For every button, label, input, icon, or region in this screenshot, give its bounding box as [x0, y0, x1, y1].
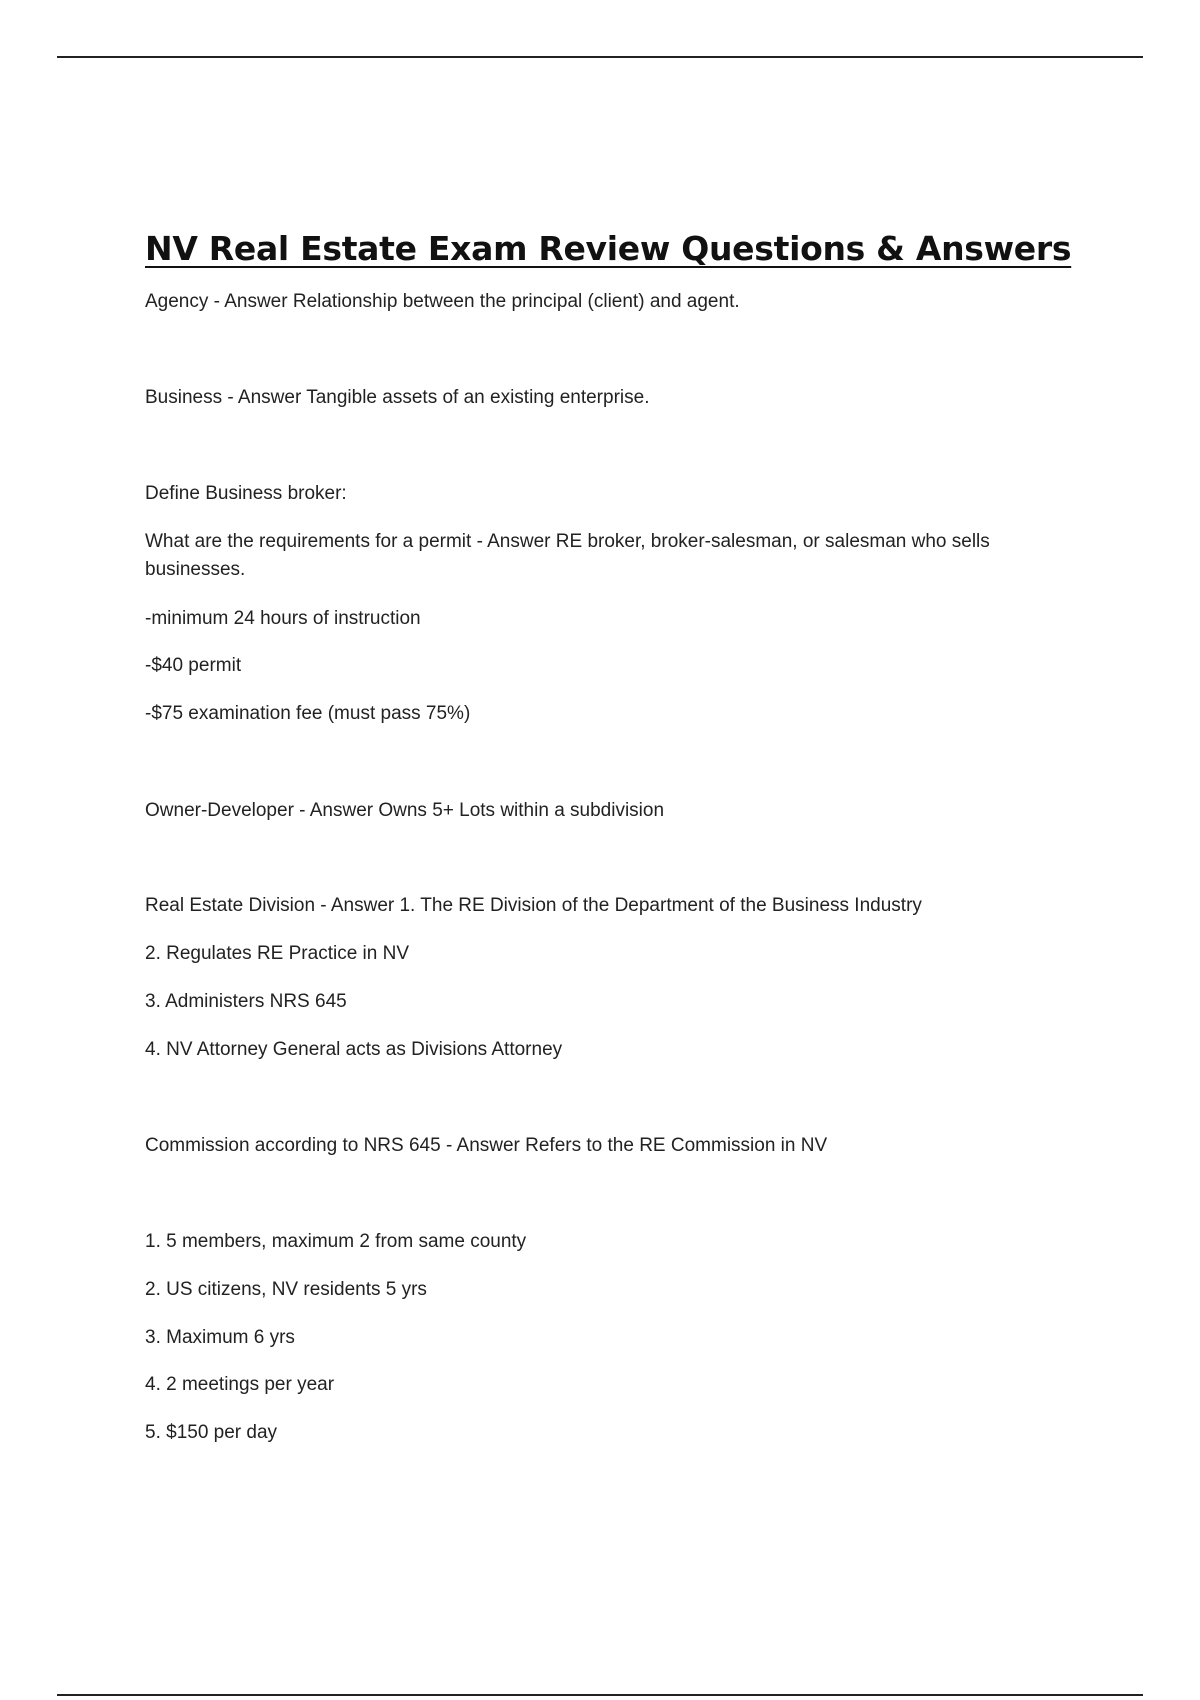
- list-item-attorney-general: 4. NV Attorney General acts as Divisions Attorney: [145, 1039, 563, 1060]
- list-item-meetings: 4. 2 meetings per year: [145, 1374, 335, 1395]
- list-item-citizens: 2. US citizens, NV residents 5 yrs: [145, 1279, 427, 1300]
- document-body: [145, 226, 1072, 1443]
- qa-agency: Agency - Answer Relationship between the principal (client) and agent.: [145, 291, 740, 312]
- list-item-instruction: -minimum 24 hours of instruction: [145, 608, 421, 629]
- list-item-regulates: 2. Regulates RE Practice in NV: [145, 943, 410, 964]
- list-item-exam-fee: -$75 examination fee (must pass 75%): [145, 703, 471, 724]
- document-title: NV Real Estate Exam Review Questions & Answers: [145, 229, 1072, 268]
- qa-real-estate-division: Real Estate Division - Answer 1. The RE Division of the Department of the Business Industry: [145, 895, 922, 916]
- list-item-per-day: 5. $150 per day: [145, 1422, 278, 1443]
- qa-commission: Commission according to NRS 645 - Answer Refers to the RE Commission in NV: [145, 1135, 828, 1156]
- qa-owner-developer: Owner-Developer - Answer Owns 5+ Lots within a subdivision: [145, 800, 665, 821]
- qa-business: Business - Answer Tangible assets of an existing enterprise.: [145, 387, 650, 408]
- header-rule: [57, 56, 1143, 58]
- list-item-members: 1. 5 members, maximum 2 from same county: [145, 1231, 527, 1252]
- list-item-maximum-term: 3. Maximum 6 yrs: [145, 1327, 295, 1348]
- list-item-permit-fee: -$40 permit: [145, 655, 242, 676]
- list-item-administers: 3. Administers NRS 645: [145, 991, 347, 1012]
- qa-business-broker-heading: Define Business broker:: [145, 483, 347, 504]
- qa-permit-requirements: What are the requirements for a permit - Answer RE broker, broker-salesman, or salesman who sells businesses.: [145, 531, 990, 580]
- footer-rule: [57, 1694, 1143, 1696]
